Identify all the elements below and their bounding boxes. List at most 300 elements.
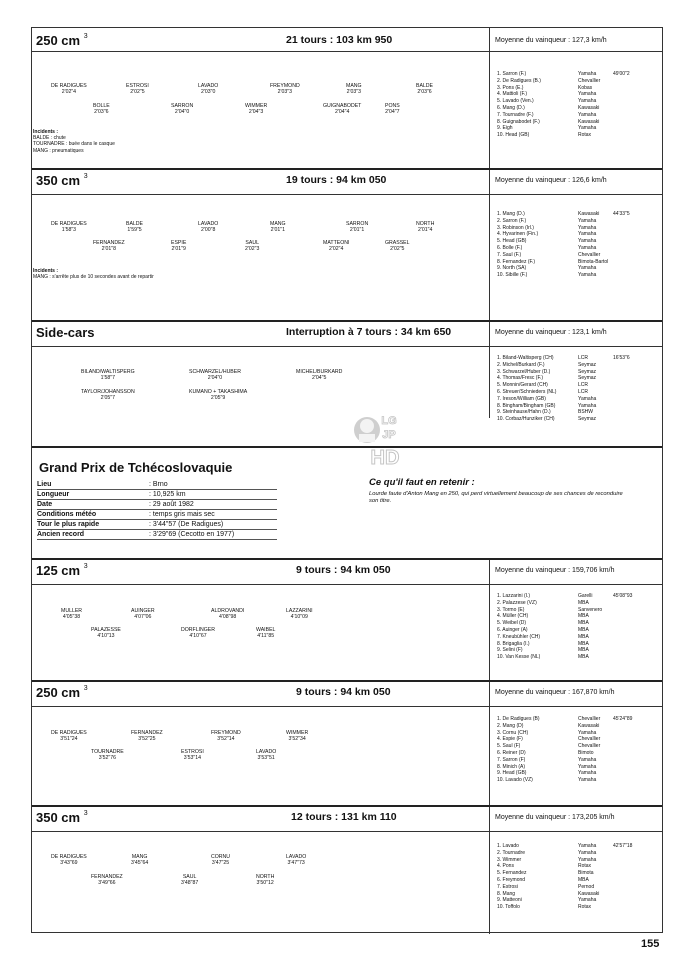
- info-row: [37, 490, 277, 500]
- lap-time-cell: [270, 221, 286, 234]
- rider-name: BILAND/WALTISPERG: [81, 369, 135, 375]
- lap-time: 2'04"0: [174, 109, 190, 116]
- rider-name: FERNANDEZ: [91, 874, 123, 880]
- lap-time: 2'03"3: [277, 89, 293, 96]
- result-rider: 9. Selini (F): [497, 647, 523, 654]
- result-row: [497, 877, 632, 884]
- result-make: Yamaha: [578, 98, 597, 105]
- result-rider: 9. North (SA): [497, 265, 527, 272]
- lap-time: 3'49"66: [98, 880, 116, 887]
- result-row: [497, 647, 632, 654]
- result-time: 45'24"89: [613, 716, 633, 722]
- result-row: [497, 112, 630, 119]
- lap-time: 2'01"4: [417, 227, 433, 234]
- result-rider: 5. Lavado (Ven.): [497, 98, 534, 105]
- result-row: [497, 607, 632, 614]
- result-make: LCR: [578, 382, 589, 389]
- result-row: [497, 403, 630, 410]
- rider-name: SARRON: [346, 221, 369, 227]
- lap-time-cell: [323, 103, 361, 116]
- lap-time: 2'00"8: [200, 227, 216, 234]
- rider-name: GUIGNABODET: [323, 103, 362, 109]
- lap-time: 2'04"7: [385, 109, 400, 116]
- info-row: [37, 500, 277, 510]
- result-make: Bimota: [578, 870, 594, 877]
- result-rider: 10. Van Kesse (NL): [497, 654, 541, 661]
- results-list: [497, 211, 630, 279]
- result-time: 45'08"93: [613, 593, 633, 599]
- result-row: [497, 355, 630, 362]
- result-make: MBA: [578, 640, 589, 647]
- result-time: 16'53"6: [613, 355, 630, 361]
- rider-name: ESTROSI: [126, 83, 149, 89]
- result-make: Seymaz: [578, 375, 597, 382]
- lap-time: 2'04"0: [207, 375, 223, 382]
- rider-name: NORTH: [256, 874, 275, 880]
- lap-time: 2'05"7: [100, 395, 116, 402]
- rider-name: MATTEONI: [323, 240, 350, 246]
- lap-time-cell: [256, 874, 274, 887]
- lap-time: 2'03"6: [417, 89, 432, 96]
- result-make: Yamaha: [578, 111, 597, 118]
- result-row: [497, 777, 632, 784]
- result-row: [497, 634, 632, 641]
- lap-time-cell: [211, 730, 241, 743]
- result-row: [497, 627, 632, 634]
- result-row: [497, 218, 630, 225]
- result-make: Yamaha: [578, 238, 597, 245]
- result-rider: 6. Reiner (D): [497, 749, 526, 756]
- result-row: [497, 850, 632, 857]
- winner-average: Moyenne du vainqueur : 167,870 km/h: [495, 689, 615, 696]
- result-make: Yamaha: [578, 71, 597, 77]
- result-rider: 10. Corbaz/Hunziker (CH): [497, 416, 555, 423]
- info-row: [37, 530, 277, 540]
- lap-time-cell: [416, 221, 434, 234]
- lap-time-cell: [171, 240, 186, 253]
- result-make: Yamaha: [578, 272, 597, 279]
- lap-time-cell: [198, 83, 218, 96]
- rider-name: ALDROVANDI: [211, 608, 245, 614]
- result-rider: 6. Auinger (A): [497, 626, 528, 633]
- lap-time-cell: [181, 874, 198, 887]
- result-row: [497, 730, 632, 737]
- result-make: Yamaha: [578, 395, 597, 402]
- rider-name: MANG: [346, 83, 362, 89]
- result-row: [497, 641, 632, 648]
- result-make: Seymaz: [578, 368, 597, 375]
- result-row: [497, 736, 632, 743]
- lap-time-cell: [385, 103, 400, 116]
- info-key: Ancien record: [37, 531, 85, 538]
- class-title: Side-cars: [36, 325, 95, 340]
- result-rider: 1. Lazzarini (I.): [497, 593, 531, 599]
- lap-time-cell: [181, 749, 204, 762]
- result-row: [497, 85, 630, 92]
- result-make: Yamaha: [578, 265, 597, 272]
- result-make: LCR: [578, 388, 589, 395]
- result-make: Chevallier: [578, 743, 601, 750]
- lap-time: 3'48"87: [181, 880, 199, 887]
- rider-name: DE RADIGUES: [51, 83, 87, 89]
- lap-time-cell: [126, 83, 149, 96]
- lap-time: 3'52"34: [288, 736, 306, 743]
- result-rider: 2. Tournadre: [497, 849, 525, 856]
- result-rider: 5. Saul (F): [497, 743, 521, 750]
- result-make: MBA: [578, 613, 589, 620]
- race-distance: 9 tours : 94 km 050: [296, 564, 391, 576]
- result-rider: 7. Estrosi: [497, 883, 518, 890]
- result-make: MBA: [578, 876, 589, 883]
- result-row: [497, 369, 630, 376]
- lap-time: 3'53"51: [257, 755, 275, 762]
- result-rider: 3. Cornu (CH): [497, 729, 529, 736]
- rider-name: GRASSEL: [385, 240, 410, 246]
- result-rider: 2. Michel/Burkard (F.): [497, 361, 545, 368]
- result-rider: 4. Mattioli (F.): [497, 91, 528, 98]
- lap-time-cell: [189, 369, 241, 382]
- result-row: [497, 132, 630, 139]
- result-rider: 10. Toffolo: [497, 904, 520, 911]
- rider-name: KUMANO + TAKASHIMA: [189, 389, 248, 395]
- lap-time: 4'08"98: [219, 614, 237, 621]
- class-title: 250 cm $^3$: [36, 685, 88, 700]
- lap-time-cell: [51, 83, 87, 96]
- rider-name: LAVADO: [198, 83, 219, 89]
- result-rider: 8. Fernandez (F.): [497, 258, 536, 265]
- lap-time: 2'01"8: [101, 246, 117, 253]
- result-rider: 2. Mang (D): [497, 722, 524, 729]
- result-rider: 6. Freymond: [497, 876, 526, 883]
- result-make: Bimoto: [578, 749, 594, 756]
- info-key: Longueur: [37, 491, 70, 498]
- result-rider: 8. Guignabodet (F.): [497, 118, 540, 125]
- rider-name: LAZZARINI: [286, 608, 313, 614]
- result-row: [497, 98, 630, 105]
- lap-time-cell: [91, 749, 124, 762]
- result-make: BSHW: [578, 409, 593, 416]
- result-rider: 2. Sarron (F.): [497, 217, 527, 224]
- class-title: 125 cm $^3$: [36, 563, 88, 578]
- rider-name: LAVADO: [198, 221, 219, 227]
- lap-time: 4'11"85: [257, 633, 275, 640]
- rider-name: FREYMOND: [211, 730, 241, 736]
- lap-time-cell: [126, 221, 143, 234]
- result-rider: 7. Sarron (F): [497, 756, 526, 763]
- rider-name: MANG: [270, 221, 286, 227]
- result-row: [497, 764, 632, 771]
- lap-time: 2'03"6: [94, 109, 109, 116]
- rider-name: LAVADO: [256, 749, 277, 755]
- lap-time-cell: [296, 369, 342, 382]
- lap-time: 3'47"25: [211, 860, 230, 867]
- result-make: Yamaha: [578, 770, 597, 777]
- watermark-jp: JP: [382, 429, 396, 441]
- result-make: Seymaz: [578, 361, 597, 368]
- result-make: Kawasaki: [578, 722, 600, 729]
- lap-time: 1'58"7: [100, 375, 115, 382]
- results-list: [497, 71, 630, 139]
- lap-time-cell: [51, 854, 87, 867]
- lap-time-cell: [245, 240, 259, 253]
- result-row: [497, 870, 632, 877]
- result-make: MBA: [578, 599, 589, 606]
- rider-name: FERNANDEZ: [93, 240, 125, 246]
- info-row: [37, 510, 277, 520]
- lap-time-cell: [416, 83, 433, 96]
- result-make: Yamaha: [578, 729, 597, 736]
- rider-name: DE RADIGUES: [51, 854, 87, 860]
- result-rider: 8. Bingham/Bingham (GB): [497, 402, 556, 409]
- result-rider: 1. Lavado: [497, 843, 519, 849]
- winner-average: Moyenne du vainqueur : 173,205 km/h: [495, 814, 615, 821]
- result-row: [497, 252, 630, 259]
- rider-name: MULLER: [61, 608, 83, 614]
- lap-time-cell: [211, 854, 230, 867]
- result-make: MBA: [578, 620, 589, 627]
- race-distance: 21 tours : 103 km 950: [286, 34, 393, 46]
- result-row: [497, 105, 630, 112]
- lap-time-cell: [51, 221, 87, 234]
- rider-name: MICHEL/BURKARD: [296, 369, 343, 375]
- result-row: [497, 259, 630, 266]
- result-rider: 9. Eigh: [497, 125, 513, 132]
- result-rider: 10. Sibille (F.): [497, 272, 528, 279]
- result-row: [497, 238, 630, 245]
- lap-time: 2'03"3: [346, 89, 361, 96]
- result-make: Yamaha: [578, 217, 597, 224]
- lap-time-cell: [81, 389, 135, 402]
- result-rider: 6. Mang (D.): [497, 104, 525, 111]
- lap-time: 2'02"5: [390, 246, 405, 253]
- retenir-heading: Ce qu'il faut en retenir :: [369, 477, 475, 488]
- race-distance: Interruption à 7 tours : 34 km 650: [286, 326, 452, 338]
- lap-time: 3'51"24: [60, 736, 78, 743]
- result-row: [497, 593, 632, 600]
- rider-name: BOLLE: [93, 103, 110, 109]
- lap-time-cell: [286, 608, 313, 621]
- result-make: Yamaha: [578, 91, 597, 98]
- lap-time-cell: [256, 749, 276, 762]
- lap-time-cell: [131, 730, 163, 743]
- result-rider: 4. Pons: [497, 863, 514, 870]
- lap-time: 2'05"9: [210, 395, 226, 402]
- lap-time-cell: [51, 730, 87, 743]
- watermark-hd: HD: [370, 447, 400, 469]
- rider-name: WIMMER: [286, 730, 309, 736]
- result-row: [497, 362, 630, 369]
- rider-name: TAYLOR/JOHANSSON: [81, 389, 135, 395]
- result-time: 44'33"5: [613, 211, 630, 217]
- lap-time-cell: [270, 83, 300, 96]
- result-make: Yamaha: [578, 231, 597, 238]
- result-row: [497, 613, 632, 620]
- info-key: Lieu: [37, 481, 52, 488]
- result-row: [497, 375, 630, 382]
- result-make: Yamaha: [578, 125, 597, 132]
- result-row: [497, 225, 630, 232]
- result-make: Yamaha: [578, 897, 597, 904]
- info-value: : 3'44"57 (De Radigues): [149, 521, 224, 528]
- lap-time-cell: [131, 854, 148, 867]
- result-make: Chevallier: [578, 251, 601, 258]
- class-title: 350 cm $^3$: [36, 173, 88, 188]
- rider-name: SCHWARZEL/HUBER: [189, 369, 241, 375]
- result-rider: 5. Head (GB): [497, 238, 527, 245]
- result-rider: 8. Minich (A): [497, 763, 526, 770]
- result-rider: 3. Schwarzel/Huber (D.): [497, 368, 551, 375]
- result-rider: 10. Head (GB): [497, 132, 530, 139]
- lap-time-cell: [61, 608, 82, 621]
- rider-name: DORFLINGER: [181, 627, 216, 633]
- lap-time: 3'52"25: [138, 736, 156, 743]
- result-rider: 9. Matteoni: [497, 897, 522, 904]
- result-rider: 5. Weibel (D): [497, 620, 527, 627]
- result-row: [497, 125, 630, 132]
- lap-time-cell: [171, 103, 193, 116]
- result-row: [497, 757, 632, 764]
- lap-time-cell: [286, 730, 308, 743]
- result-row: [497, 904, 632, 911]
- result-row: [497, 265, 630, 272]
- rider-name: ESPIE: [171, 240, 187, 246]
- lap-time: 3'45"64: [131, 860, 149, 867]
- result-rider: 4. Müller (CH): [497, 613, 529, 620]
- result-rider: 9. Head (GB): [497, 770, 527, 777]
- rider-name: SARRON: [171, 103, 194, 109]
- result-make: Chevallier: [578, 77, 601, 84]
- result-row: [497, 750, 632, 757]
- results-list: [497, 716, 632, 784]
- lap-time-cell: [211, 608, 244, 621]
- class-title: 250 cm $^3$: [36, 33, 88, 48]
- result-row: [497, 863, 632, 870]
- winner-average: Moyenne du vainqueur : 159,706 km/h: [495, 567, 615, 574]
- lap-time: 4'10"13: [97, 633, 115, 640]
- result-row: [497, 620, 632, 627]
- rider-name: ESTROSI: [181, 749, 204, 755]
- result-make: Kobas: [578, 84, 593, 91]
- result-make: Kawasaki: [578, 118, 600, 125]
- result-time: 42'57"18: [613, 843, 633, 849]
- result-row: [497, 743, 632, 750]
- result-make: Yamaha: [578, 763, 597, 770]
- result-row: [497, 654, 632, 661]
- lap-time-cell: [346, 83, 362, 96]
- rider-name: SAUL: [182, 874, 197, 880]
- result-make: Garelli: [578, 593, 593, 599]
- page-number: 155: [641, 938, 660, 950]
- result-row: [497, 231, 630, 238]
- lap-time: 2'02"4: [61, 89, 77, 96]
- rider-name: WAIBEL: [256, 627, 276, 633]
- result-make: Rotax: [578, 863, 592, 870]
- result-rider: 7. Saul (F.): [497, 251, 522, 258]
- result-rider: 8. Mang: [497, 890, 516, 897]
- result-make: Pernod: [578, 883, 595, 890]
- result-rider: 6. Bolle (F.): [497, 244, 523, 251]
- result-row: [497, 600, 632, 607]
- result-rider: 7. Tournadre (F.): [497, 111, 534, 118]
- lap-time: 3'53"14: [183, 755, 202, 762]
- lap-time: 4'10"67: [189, 633, 207, 640]
- result-make: Yamaha: [578, 849, 597, 856]
- lap-time: 4'05"38: [62, 614, 81, 621]
- result-make: Kawasaki: [578, 890, 600, 897]
- result-rider: 7. Kneubühler (CH): [497, 633, 541, 640]
- results-list: [497, 355, 630, 423]
- rider-name: PALAZESSE: [91, 627, 121, 633]
- result-make: Yamaha: [578, 244, 597, 251]
- result-make: LCR: [578, 355, 589, 361]
- result-row: [497, 716, 632, 723]
- result-make: MBA: [578, 626, 589, 633]
- info-value: : Brno: [149, 481, 168, 488]
- result-row: [497, 843, 632, 850]
- result-row: [497, 272, 630, 279]
- lap-time: 2'04"5: [312, 375, 327, 382]
- lap-time: 3'52"76: [98, 755, 117, 762]
- result-make: Bimota-Bartol: [578, 258, 609, 265]
- lap-time: 4'07"06: [134, 614, 152, 621]
- result-row: [497, 78, 630, 85]
- lap-time: 2'03"0: [200, 89, 216, 96]
- result-make: MBA: [578, 647, 589, 654]
- lap-time: 1'58"3: [61, 227, 77, 234]
- result-row: [497, 770, 632, 777]
- class-title: 350 cm $^3$: [36, 810, 88, 825]
- result-row: [497, 409, 630, 416]
- lap-time: 2'04"3: [248, 109, 264, 116]
- retenir-text: Lourde faute d'Anton Mang en 250, qui perd virtuellement beaucoup de ses chances de reconduire son titre.: [369, 491, 623, 504]
- results-list: [497, 593, 632, 661]
- lap-time-cell: [189, 389, 247, 402]
- lap-time-cell: [256, 627, 275, 640]
- race-distance: 19 tours : 94 km 050: [286, 174, 387, 186]
- result-time: 49'00"2: [613, 71, 630, 77]
- lap-time-cell: [91, 874, 123, 887]
- result-make: Yamaha: [578, 756, 597, 763]
- result-row: [497, 91, 630, 98]
- lap-time: 1'59"5: [127, 227, 142, 234]
- result-make: Seymaz: [578, 416, 597, 423]
- winner-average: Moyenne du vainqueur : 126,6 km/h: [495, 177, 607, 184]
- result-make: Yamaha: [578, 224, 597, 231]
- result-rider: 1. Mang (D.): [497, 211, 525, 217]
- result-make: Kawasaki: [578, 104, 600, 111]
- result-row: [497, 416, 630, 423]
- lap-time-cell: [385, 240, 410, 253]
- info-value: : temps gris mais sec: [149, 511, 215, 518]
- rider-name: DE RADIGUES: [51, 730, 87, 736]
- winner-average: Moyenne du vainqueur : 123,1 km/h: [495, 329, 607, 336]
- result-rider: 2. Palazzese (VZ): [497, 599, 537, 606]
- result-rider: 4. Thomas/Fresc (F.): [497, 375, 544, 382]
- lap-time: 2'02"5: [130, 89, 145, 96]
- info-row: [37, 520, 277, 530]
- result-make: Yamaha: [578, 843, 597, 849]
- rider-name: AUINGER: [131, 608, 155, 614]
- winner-average: Moyenne du vainqueur : 127,3 km/h: [495, 37, 607, 44]
- result-rider: 3. Pons (E.): [497, 84, 524, 91]
- lap-time: 2'01"1: [270, 227, 285, 234]
- result-make: Yamaha: [578, 777, 597, 784]
- incidents-note: Incidents : MANG : s'arrête plus de 10 secondes avant de repartir: [33, 268, 154, 281]
- result-rider: 1. De Radigues (B): [497, 716, 540, 722]
- info-key: Conditions météo: [37, 511, 97, 518]
- result-row: [497, 389, 630, 396]
- race-distance: 12 tours : 131 km 110: [291, 811, 397, 823]
